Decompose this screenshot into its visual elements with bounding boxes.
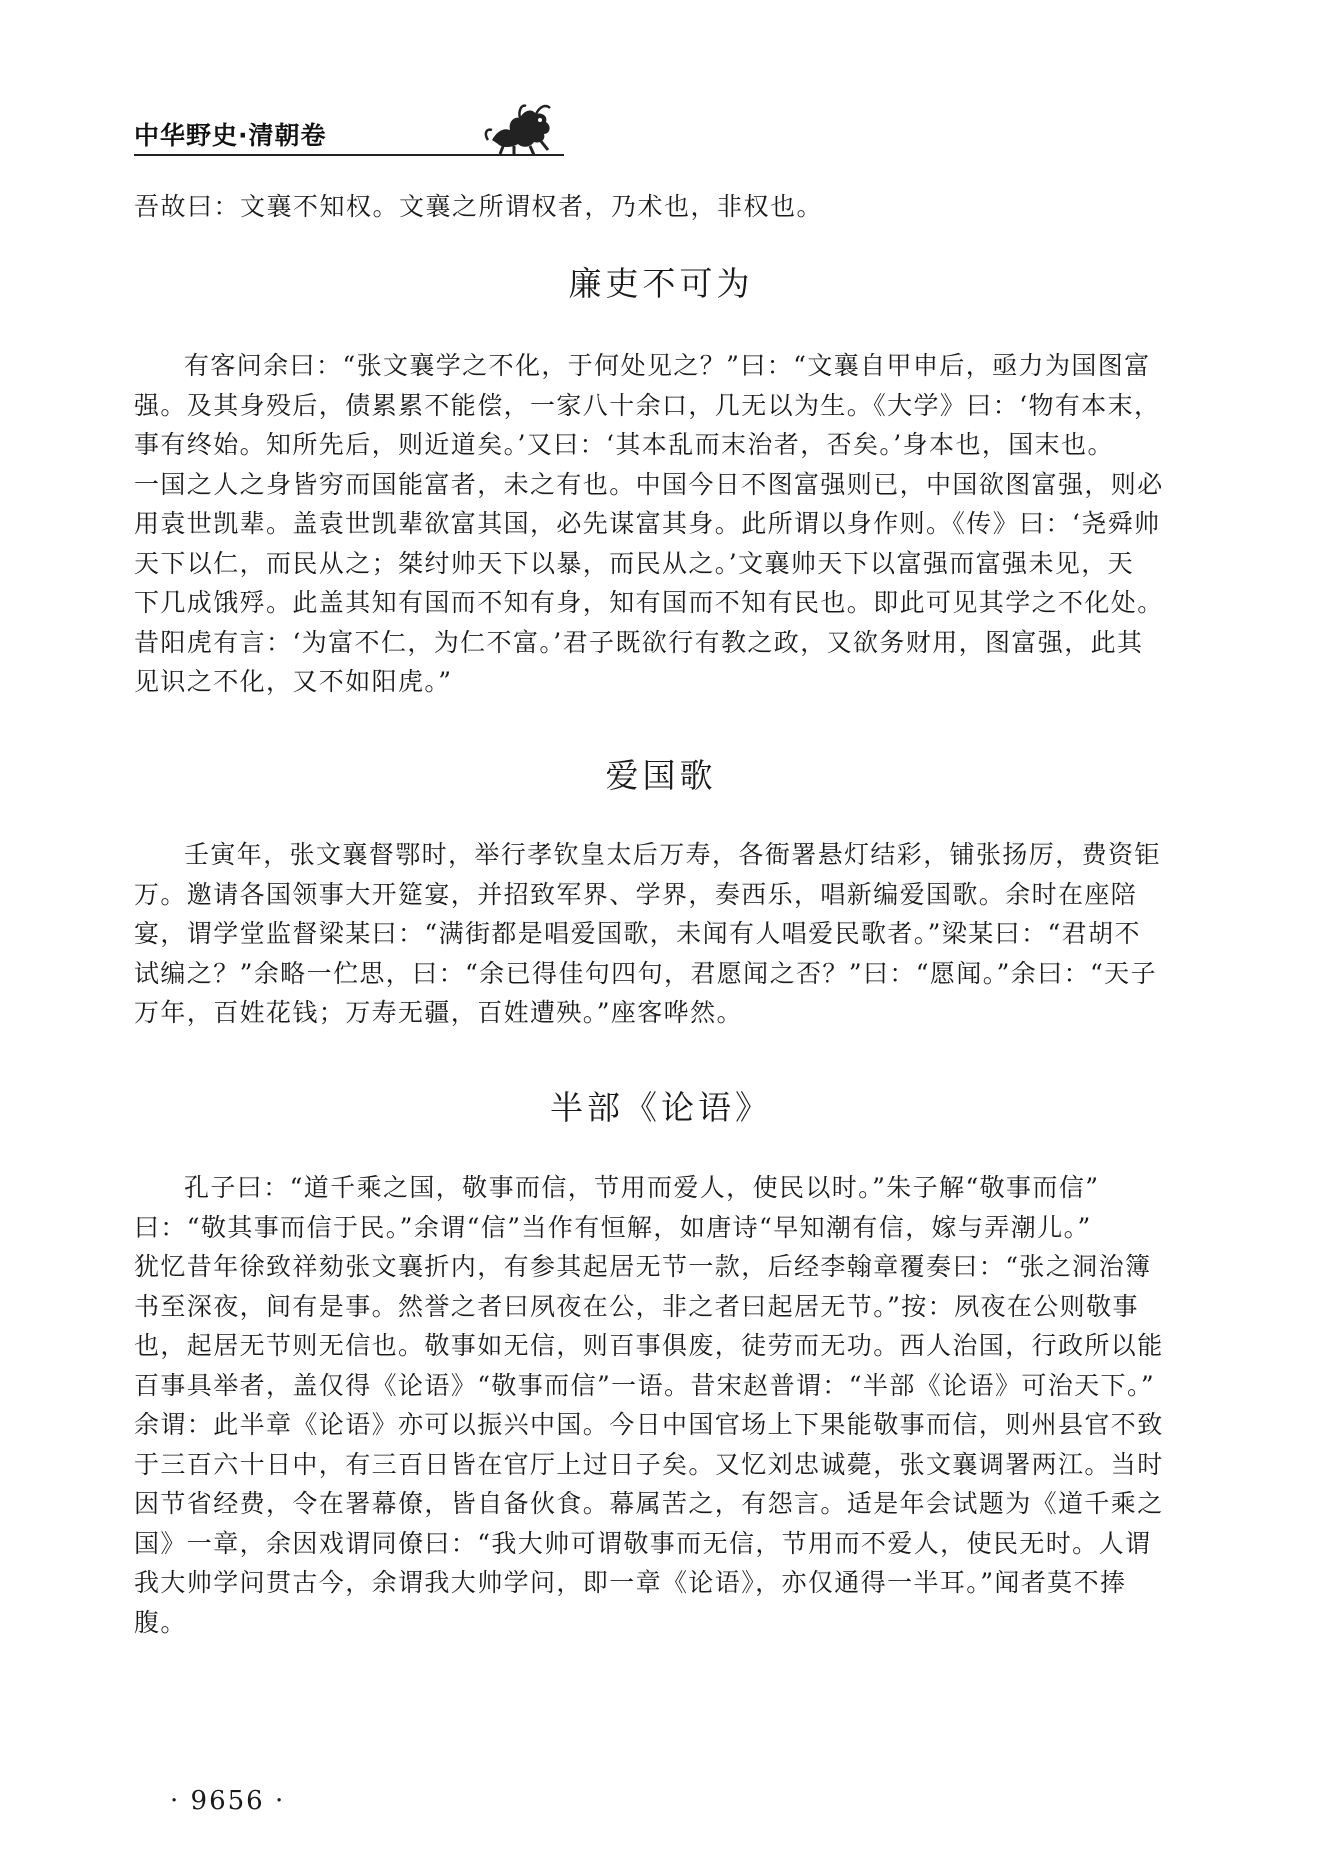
header-rule: [134, 154, 564, 156]
text-line: 天下以仁，而民从之；桀纣帅天下以暴，而民从之。’文襄帅天下以富强而富强未见，天: [134, 548, 1135, 578]
text-line: 一国之人之身皆穷而国能富者，未之有也。中国今日不图富强则已，中国欲图富强，则必: [134, 469, 1164, 499]
text-line: 事有终始。知所先后，则近道矣。’又曰：‘其本乱而末治者，否矣。’身本也，国末也。: [134, 430, 1114, 459]
text-line: 书至深夜，间有是事。然誉之者曰夙夜在公，非之者曰起居无节。”按：夙夜在公则敬事: [134, 1291, 1139, 1321]
section-1-paragraph: [134, 346, 1224, 702]
text-line: 壬寅年，张文襄督鄂时，举行孝钦皇太后万寿，各衙署悬灯结彩，铺张扬厉，费资钜: [184, 840, 1161, 869]
text-line: 犹忆昔年徐致祥劾张文襄折内，有参其起居无节一款，后经李翰章覆奏曰：“张之洞治簿: [134, 1252, 1152, 1281]
text-line: 见识之不化，又不如阳虎。”: [134, 667, 453, 696]
text-line: 也，起居无节则无信也。敬事如无信，则百事俱废，徒劳而无功。西人治国，行政所以能: [134, 1331, 1164, 1360]
section-heading-2: 爱国歌: [605, 756, 717, 795]
section-heading-3: 半部《论语》: [550, 1088, 772, 1127]
text-line: 宴，谓学堂监督梁某曰：“满街都是唱爱国歌，未闻有人唱爱民歌者。”梁某曰：“君胡不: [134, 919, 1141, 948]
text-line: 因节省经费，令在署幕僚，皆自备伙食。幕属苦之，有怨言。适是年会试题为《道千乘之: [134, 1489, 1164, 1518]
text-line: 于三百六十日中，有三百日皆在官厅上过日子矣。又忆刘忠诚薨，张文襄调署两江。当时: [134, 1449, 1164, 1479]
text-line: 孔子曰：“道千乘之国，敬事而信，节用而爱人，使民以时。”朱子解“敬事而信”: [184, 1173, 1100, 1202]
text-line: 有客问余曰：“张文襄学之不化，于何处见之？”曰：“文襄自甲申后，亟力为国图富: [184, 351, 1151, 380]
text-line: 昔阳虎有言：‘为富不仁，为仁不富。’君子既欲行有教之政，又欲务财用，图富强，此其: [134, 627, 1144, 657]
text-line: 余谓：此半章《论语》亦可以振兴中国。今日中国官场上下果能敬事而信，则州县官不致: [134, 1410, 1164, 1439]
text-line: 下几成饿殍。此盖其知有国而不知有身，知有国而不知有民也。即此可见其学之不化处。: [134, 588, 1164, 617]
section-3-paragraph: [134, 1168, 1224, 1642]
section-2-paragraph: [134, 835, 1224, 1033]
text-line: 国》一章，余因戏谓同僚曰：“我大帅可谓敬事而无信，节用而不爱人，使民无时。人谓: [134, 1528, 1152, 1558]
text-line: 万年，百姓花钱；万寿无疆，百姓遭殃。”座客哗然。: [134, 998, 743, 1027]
text-line: 强。及其身殁后，债累累不能偿，一家八十余口，几无以为生。《大学》曰：‘物有本末，: [134, 390, 1161, 420]
book-title: 中华野史·清朝卷: [134, 121, 327, 150]
text-line: 我大帅学问贯古今，余谓我大帅学问，即一章《论语》，亦仅通得一半耳。”闻者莫不捧: [134, 1568, 1127, 1597]
section-heading-1: 廉吏不可为: [568, 264, 754, 303]
text-line: 腹。: [134, 1607, 187, 1637]
text-line: 百事具举者，盖仅得《论语》“敬事而信”一语。昔宋赵普谓：“半部《论语》可治天下。”: [134, 1370, 1156, 1400]
text-line: 试编之？”余略一伫思，曰：“余已得佳句四句，君愿闻之否？”曰：“愿闻。”余曰：“天子: [134, 958, 1157, 988]
intro-line: 吾故曰：文襄不知权。文襄之所谓权者，乃术也，非权也。: [134, 192, 824, 221]
text-line: 用袁世凯辈。盖袁世凯辈欲富其国，必先谋富其身。此所谓以身作则。《传》曰：‘尧舜帅: [134, 509, 1161, 538]
text-line: 万。邀请各国领事大开筵宴，并招致军界、学界，奏西乐，唱新编爱国歌。余时在座陪: [134, 879, 1138, 909]
dragon-emblem-icon: [484, 100, 558, 156]
text-line: 曰：“敬其事而信于民。”余谓“信”当作有恒解，如唐诗“早知潮有信，嫁与弄潮儿。”: [134, 1212, 1092, 1242]
page-number: · 9656 ·: [170, 1786, 286, 1816]
running-header: [134, 108, 564, 158]
